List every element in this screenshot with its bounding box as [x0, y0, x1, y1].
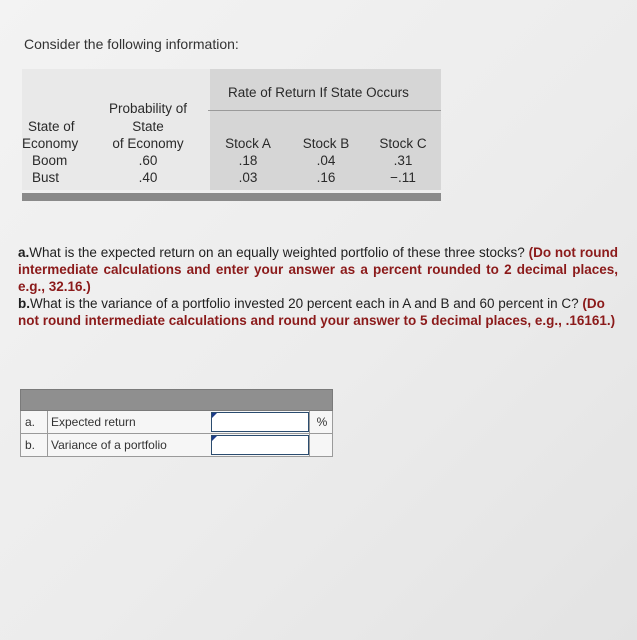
question-a-label: a. — [18, 245, 30, 260]
question-a-text: What is the expected return on an equally weighted portfolio of these three stocks? — [29, 245, 525, 260]
answer-a-label: Expected return — [47, 411, 211, 433]
group-header: Rate of Return If State Occurs — [228, 85, 409, 100]
col-stock-b: Stock B — [302, 136, 350, 151]
input-flag-icon — [212, 436, 217, 441]
question-a — [18, 244, 618, 295]
row-boom-prob: .60 — [138, 153, 158, 168]
row-bust-state: Bust — [32, 170, 60, 185]
variance-input[interactable] — [211, 435, 309, 455]
question-b — [18, 295, 618, 329]
col-prob-line1: Probability of — [108, 101, 188, 116]
answer-row-b — [20, 434, 333, 457]
row-boom-a: .18 — [238, 153, 258, 168]
col-prob-line2: State — [132, 119, 164, 134]
row-boom-b: .04 — [316, 153, 336, 168]
answer-table — [20, 389, 333, 457]
group-header-rule — [208, 110, 441, 111]
col-stock-a: Stock A — [225, 136, 271, 151]
row-bust-c: −.11 — [390, 170, 416, 185]
table-bottom-bar — [22, 193, 441, 201]
question-b-text: What is the variance of a portfolio invested 20 percent each in A and B and 60 percent in C? — [30, 296, 579, 311]
question-b-hint: (Do not round intermediate calculations and round your answer to 5 decimal places, e.g., .16161.) — [18, 296, 616, 328]
answer-row-a — [20, 411, 333, 434]
answer-b-letter: b. — [25, 438, 36, 452]
row-bust-prob: .40 — [138, 170, 158, 185]
col-prob-line3: of Economy — [112, 136, 184, 151]
question-b-label: b. — [18, 296, 30, 311]
col-stock-c: Stock C — [379, 136, 427, 151]
returns-table — [22, 69, 441, 202]
input-flag-icon — [212, 413, 217, 418]
answer-table-header — [20, 389, 333, 411]
row-bust-a: .03 — [238, 170, 258, 185]
expected-return-input[interactable] — [211, 412, 309, 432]
variance-unit — [309, 434, 334, 456]
answer-b-label: Variance of a portfolio — [47, 434, 211, 456]
percent-unit: % — [309, 411, 334, 433]
intro-text: Consider the following information: — [24, 36, 239, 52]
col-state-line2: Economy — [22, 136, 79, 151]
row-boom-c: .31 — [393, 153, 413, 168]
col-state-line1: State of — [28, 119, 75, 134]
answer-a-letter: a. — [25, 415, 36, 429]
row-bust-b: .16 — [316, 170, 336, 185]
question-a-hint: (Do not round intermediate calculations and enter your answer as a percent rounded to 2 decimal places, e.g., 32.16.) — [18, 245, 618, 294]
row-boom-state: Boom — [32, 153, 68, 168]
